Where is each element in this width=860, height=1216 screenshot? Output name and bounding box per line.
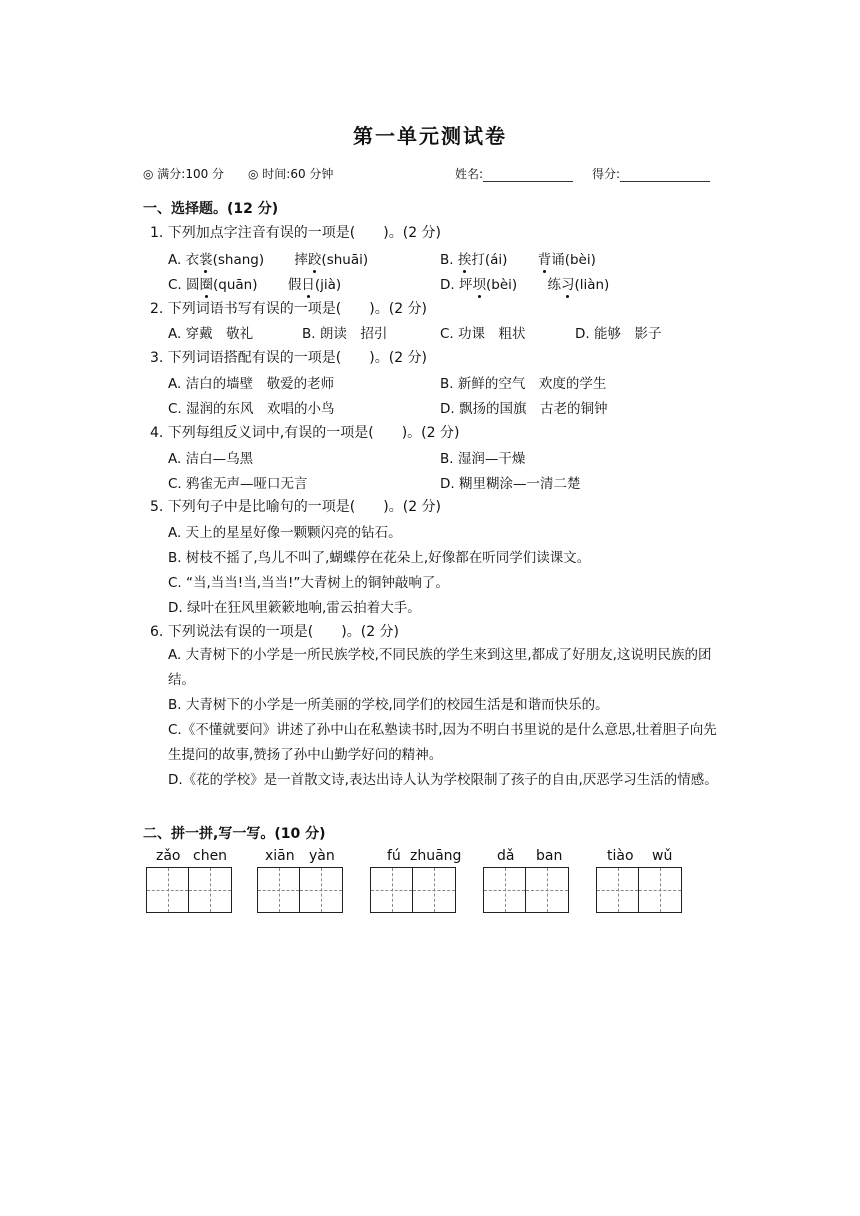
- q1-option-d[interactable]: [440, 273, 609, 293]
- q1-a2-text: 摔: [294, 252, 308, 268]
- q2-option-c[interactable]: C. 功课 粗状: [440, 326, 526, 342]
- q1-d1-dotted: 坝: [472, 273, 486, 293]
- full-score: ◎ 满分:100 分: [143, 167, 225, 181]
- q1-b1-rest: 打(ái): [471, 252, 508, 268]
- q1-a1-text: A. 衣: [168, 252, 200, 268]
- writing-cell[interactable]: [258, 868, 300, 912]
- q1-a1-pinyin: (shang): [212, 252, 265, 268]
- q6-option-d[interactable]: D.《花的学校》是一首散文诗,表达出诗人认为学校限制了孩子的自由,厌恶学习生活的情感。: [168, 772, 718, 788]
- q3-option-a[interactable]: A. 洁白的墙壁 敬爱的老师: [168, 376, 335, 392]
- q1-a1-dotted: 裳: [199, 248, 213, 268]
- writing-grid-3[interactable]: [370, 867, 456, 913]
- name-field[interactable]: [455, 165, 573, 182]
- q1-option-c[interactable]: [168, 273, 341, 293]
- q1-d2-dotted: 习: [561, 273, 575, 293]
- q4-option-a[interactable]: A. 洁白—乌黑: [168, 451, 254, 467]
- name-blank[interactable]: [483, 167, 573, 182]
- writing-cell[interactable]: [597, 868, 639, 912]
- q1-c2-pinyin: (jià): [314, 277, 342, 293]
- q2-option-a[interactable]: A. 穿戴 敬礼: [168, 326, 254, 342]
- q2-option-d[interactable]: D. 能够 影子: [575, 326, 662, 342]
- q1-c1-text: C. 圆: [168, 277, 200, 293]
- q4-option-c[interactable]: C. 鸦雀无声—哑口无言: [168, 476, 308, 492]
- score-blank[interactable]: [620, 167, 710, 182]
- q1-d1-pinyin: (bèi): [485, 277, 518, 293]
- q1-c2-dotted: 日: [301, 273, 315, 293]
- q1-b1-dotted: 挨: [458, 248, 472, 268]
- pinyin-3a: fú: [387, 848, 401, 864]
- question-2: 2. 下列词语书写有误的一项是( )。(2 分): [150, 301, 428, 317]
- q1-a2-dotted: 跤: [308, 248, 322, 268]
- q5-option-a[interactable]: A. 天上的星星好像一颗颗闪亮的钻石。: [168, 525, 402, 541]
- q1-c1-dotted: 圈: [200, 273, 214, 293]
- section-2-heading: 二、拼一拼,写一写。(10 分): [143, 826, 326, 842]
- writing-grid-1[interactable]: [146, 867, 232, 913]
- score-field[interactable]: [592, 165, 710, 182]
- writing-cell[interactable]: [413, 868, 455, 912]
- writing-cell[interactable]: [484, 868, 526, 912]
- writing-cell[interactable]: [526, 868, 568, 912]
- q5-option-d[interactable]: D. 绿叶在狂风里簌簌地响,雷云拍着大手。: [168, 600, 421, 616]
- pinyin-4b: ban: [536, 848, 563, 864]
- pinyin-2b: yàn: [309, 848, 335, 864]
- q1-c1-pinyin: (quān): [213, 277, 258, 293]
- writing-cell[interactable]: [300, 868, 342, 912]
- time-limit: ◎ 时间:60 分钟: [248, 167, 334, 181]
- question-4: 4. 下列每组反义词中,有误的一项是( )。(2 分): [150, 425, 460, 441]
- q1-b2-dotted: 背: [538, 248, 552, 268]
- q4-option-b[interactable]: B. 湿润—干燥: [440, 451, 526, 467]
- q5-option-b[interactable]: B. 树枝不摇了,鸟儿不叫了,蝴蝶停在花朵上,好像都在听同学们读课文。: [168, 550, 591, 566]
- q3-option-d[interactable]: D. 飘扬的国旗 古老的铜钟: [440, 401, 608, 417]
- question-5: 5. 下列句子中是比喻句的一项是( )。(2 分): [150, 499, 442, 515]
- q1-d2-pinyin: (liàn): [574, 277, 610, 293]
- writing-cell[interactable]: [371, 868, 413, 912]
- writing-cell[interactable]: [189, 868, 231, 912]
- q1-a2-pinyin: (shuāi): [321, 252, 369, 268]
- q2-option-b[interactable]: B. 朗读 招引: [302, 326, 388, 342]
- page-title: 第一单元测试卷: [353, 124, 507, 148]
- q3-option-c[interactable]: C. 湿润的东风 欢唱的小鸟: [168, 401, 335, 417]
- question-6: 6. 下列说法有误的一项是( )。(2 分): [150, 624, 400, 640]
- pinyin-1a: zǎo: [156, 848, 181, 864]
- q1-b-label: B.: [440, 252, 458, 268]
- pinyin-5b: wǔ: [652, 848, 673, 864]
- writing-cell[interactable]: [639, 868, 681, 912]
- q6-option-b[interactable]: B. 大青树下的小学是一所美丽的学校,同学们的校园生活是和谐而快乐的。: [168, 697, 609, 713]
- q3-option-b[interactable]: B. 新鲜的空气 欢度的学生: [440, 376, 607, 392]
- section-1-heading: 一、选择题。(12 分): [143, 201, 279, 217]
- name-label: 姓名:: [455, 167, 484, 181]
- pinyin-2a: xiān: [265, 848, 295, 864]
- q1-c2-text: 假: [287, 277, 302, 293]
- q1-option-b[interactable]: [440, 248, 596, 268]
- q4-option-d[interactable]: D. 糊里糊涂—一清二楚: [440, 476, 581, 492]
- q1-b2-rest: 诵(bèi): [551, 252, 596, 268]
- writing-grid-2[interactable]: [257, 867, 343, 913]
- q5-option-c[interactable]: C. “当,当当!当,当当!”大青树上的铜钟敲响了。: [168, 575, 449, 591]
- question-3: 3. 下列词语搭配有误的一项是( )。(2 分): [150, 350, 428, 366]
- writing-grid-5[interactable]: [596, 867, 682, 913]
- q1-option-a[interactable]: [168, 248, 368, 268]
- pinyin-4a: dǎ: [497, 848, 515, 864]
- q6-option-c[interactable]: C.《不懂就要问》讲述了孙中山在私塾读书时,因为不明白书里说的是什么意思,壮着胆子向先生提问的故事,赞扬了孙中山勤学好问的精神。: [168, 722, 717, 763]
- q6-option-a[interactable]: A. 大青树下的小学是一所民族学校,不同民族的学生来到这里,都成了好朋友,这说明民族的团结。: [168, 647, 712, 688]
- q1-d1-text: D. 坪: [440, 277, 473, 293]
- pinyin-5a: tiào: [607, 848, 634, 864]
- question-1: 1. 下列加点字注音有误的一项是( )。(2 分): [150, 225, 442, 241]
- pinyin-3b: zhuāng: [410, 848, 462, 864]
- q1-d2-text: 练: [547, 277, 561, 293]
- writing-cell[interactable]: [147, 868, 189, 912]
- writing-grid-4[interactable]: [483, 867, 569, 913]
- pinyin-1b: chen: [193, 848, 228, 864]
- score-label: 得分:: [592, 167, 621, 181]
